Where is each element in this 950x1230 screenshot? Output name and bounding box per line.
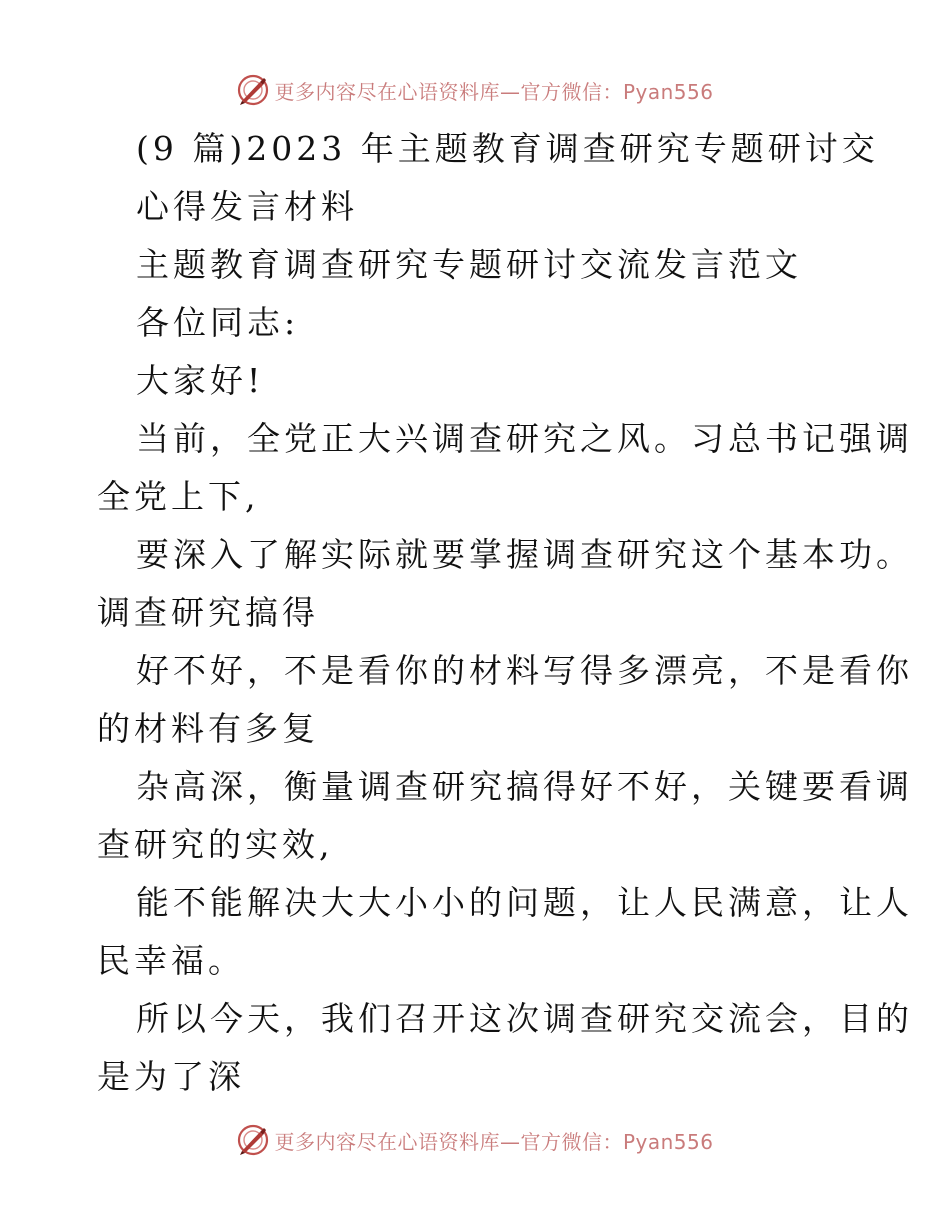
brand-text-footer: 更多内容尽在心语资料库—官方微信：Pyan556 [274, 1129, 714, 1154]
doc-title-line-2: 心得发言材料 [136, 187, 358, 226]
paragraph-5-line-1: 能不能解决大大小小的问题，让人民满意，让人 [136, 883, 913, 922]
pen-circle-logo-icon [236, 1123, 270, 1157]
paragraph-6-line-2: 是为了深 [97, 1057, 245, 1096]
doc-title-line-1: (9 篇)2023 年主题教育调查研究专题研讨交 [136, 129, 879, 168]
brand-watermark [236, 73, 713, 107]
greeting: 大家好! [136, 361, 265, 400]
paragraph-3-line-2: 的材料有多复 [97, 709, 319, 748]
paragraph-2-line-2: 调查研究搞得 [97, 593, 319, 632]
paragraph-5-line-2: 民幸福。 [97, 941, 245, 980]
page-footer [0, 1120, 950, 1160]
paragraph-4-line-2: 查研究的实效, [97, 825, 334, 864]
paragraph-2-line-1: 要深入了解实际就要掌握调查研究这个基本功。 [136, 535, 913, 574]
paragraph-1-line-1: 当前，全党正大兴调查研究之风。习总书记强调 [136, 419, 913, 458]
brand-text: 更多内容尽在心语资料库—官方微信：Pyan556 [274, 79, 714, 104]
paragraph-6-line-1: 所以今天，我们召开这次调查研究交流会，目的 [136, 999, 913, 1038]
pen-circle-logo-icon [236, 73, 270, 107]
paragraph-4-line-1: 杂高深，衡量调查研究搞得好不好，关键要看调 [136, 767, 913, 806]
doc-subtitle: 主题教育调查研究专题研讨交流发言范文 [136, 245, 802, 284]
page-header [0, 70, 950, 110]
brand-watermark-footer [236, 1123, 713, 1157]
salutation: 各位同志: [136, 303, 300, 342]
paragraph-3-line-1: 好不好，不是看你的材料写得多漂亮，不是看你 [136, 651, 913, 690]
paragraph-1-line-2: 全党上下, [97, 477, 260, 516]
